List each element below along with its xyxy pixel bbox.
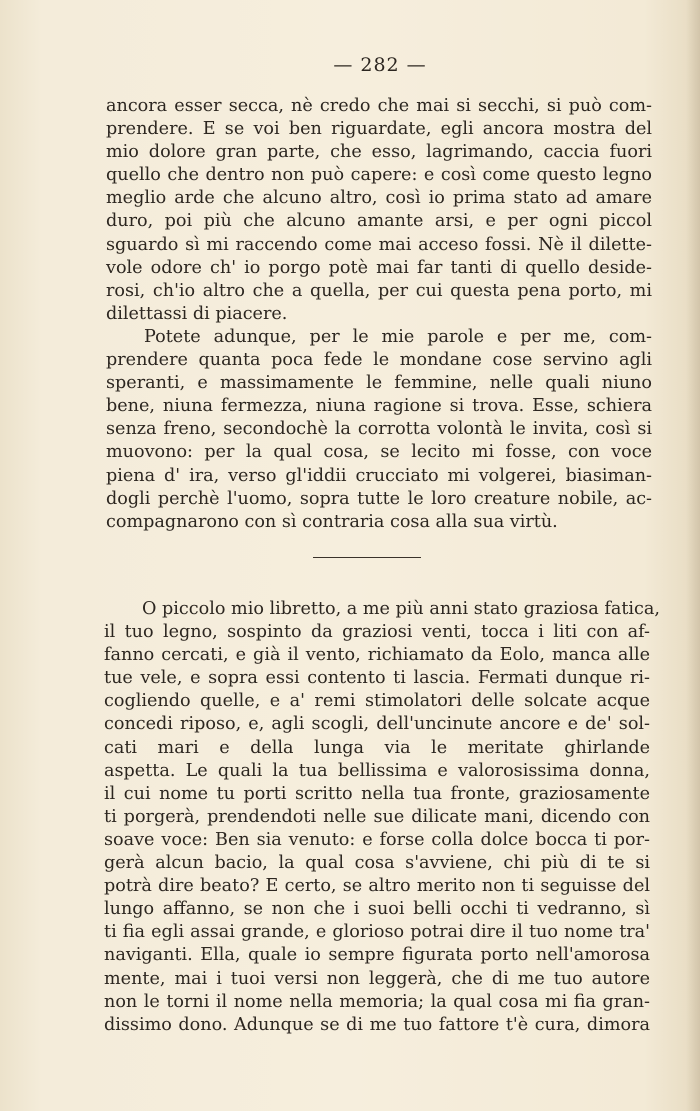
text-line: aspetta. Le quali la tua bellissima e valorosissima donna, [104, 760, 650, 781]
section-divider [313, 557, 421, 558]
text-line: cati mari e della lunga via le meritate ghirlande [104, 737, 650, 758]
text-line: ti porgerà, prendendoti nelle sue dilicate mani, dicendo con [104, 806, 650, 827]
text-line: prendere. E se voi ben riguardate, egli ancora mostra del [106, 119, 652, 140]
text-line: rosi, ch'io altro che a quella, per cui questa pena porto, mi [106, 280, 652, 301]
text-block-upper [106, 95, 652, 534]
text-line: O piccolo mio libretto, a me più anni stato graziosa fatica, [142, 599, 660, 619]
text-line: dilettassi di piacere. [106, 303, 288, 324]
text-line: ancora esser secca, nè credo che mai si secchi, si può com- [106, 96, 652, 116]
text-line: cogliendo quelle, e a' remi stimolatori delle solcate acque [104, 691, 650, 712]
text-line: naviganti. Ella, quale io sempre figurata porto nell'amorosa [104, 945, 650, 966]
text-line: dissimo dono. Adunque se di me tuo fattore t'è cura, dimora [104, 1014, 650, 1035]
text-line: sguardo sì mi raccendo come mai acceso fossi. Nè il dilette- [106, 234, 652, 255]
text-line: il tuo legno, sospinto da graziosi venti, tocca i liti con af- [104, 622, 650, 643]
text-line: quello che dentro non può capere: e così come questo legno [106, 165, 652, 186]
text-line: lungo affanno, se non che i suoi belli occhi ti vedranno, sì [104, 899, 650, 920]
text-line: muovono: per la qual cosa, se lecito mi fosse, con voce [106, 442, 652, 463]
text-line: vole odore ch' io porgo potè mai far tanti di quello deside- [106, 257, 652, 278]
text-line: duro, poi più che alcuno amante arsi, e per ogni piccol [106, 211, 652, 232]
text-line: senza freno, secondochè la corrotta volontà le invita, così si [106, 419, 652, 440]
text-line: il cui nome tu porti scritto nella tua fronte, graziosamente [104, 783, 650, 804]
text-line: piena d' ira, verso gl'iddii crucciato mi volgerei, biasiman- [106, 465, 652, 486]
text-line: mente, mai i tuoi versi non leggerà, che di me tuo autore [104, 968, 650, 989]
text-line: mio dolore gran parte, che esso, lagrimando, caccia fuori [106, 142, 652, 163]
text-line: soave voce: Ben sia venuto: e forse colla dolce bocca ti por- [104, 829, 650, 850]
text-line: tue vele, e sopra essi contento ti lascia. Fermati dunque ri- [104, 668, 650, 689]
text-line: Potete adunque, per le mie parole e per me, com- [144, 326, 652, 347]
text-line: prendere quanta poca fede le mondane cose servino agli [106, 350, 652, 371]
text-block-lower [104, 598, 660, 1037]
text-line: bene, niuna fermezza, niuna ragione si trova. Esse, schiera [106, 396, 652, 417]
text-line: speranti, e massimamente le femmine, nelle quali niuno [106, 373, 652, 394]
page-number: — 282 — [333, 54, 427, 76]
text-line: concedi riposo, e, agli scogli, dell'uncinute ancore e de' sol- [104, 714, 650, 735]
page-edge-shadow [686, 0, 700, 1111]
text-line: fanno cercati, e già il vento, richiamato da Eolo, manca alle [104, 645, 650, 666]
text-line: ti fia egli assai grande, e glorioso potrai dire il tuo nome tra' [104, 922, 650, 943]
text-line: dogli perchè l'uomo, sopra tutte le loro creature nobile, ac- [106, 488, 652, 509]
text-line: potrà dire beato? E certo, se altro merito non ti seguisse del [104, 876, 650, 897]
text-line: non le torni il nome nella memoria; la qual cosa mi fia gran- [104, 991, 650, 1012]
text-line: gerà alcun bacio, la qual cosa s'avviene, chi più di te si [104, 853, 650, 874]
text-line: compagnarono con sì contraria cosa alla sua virtù. [106, 511, 558, 532]
text-line: meglio arde che alcuno altro, così io prima stato ad amare [106, 188, 652, 209]
